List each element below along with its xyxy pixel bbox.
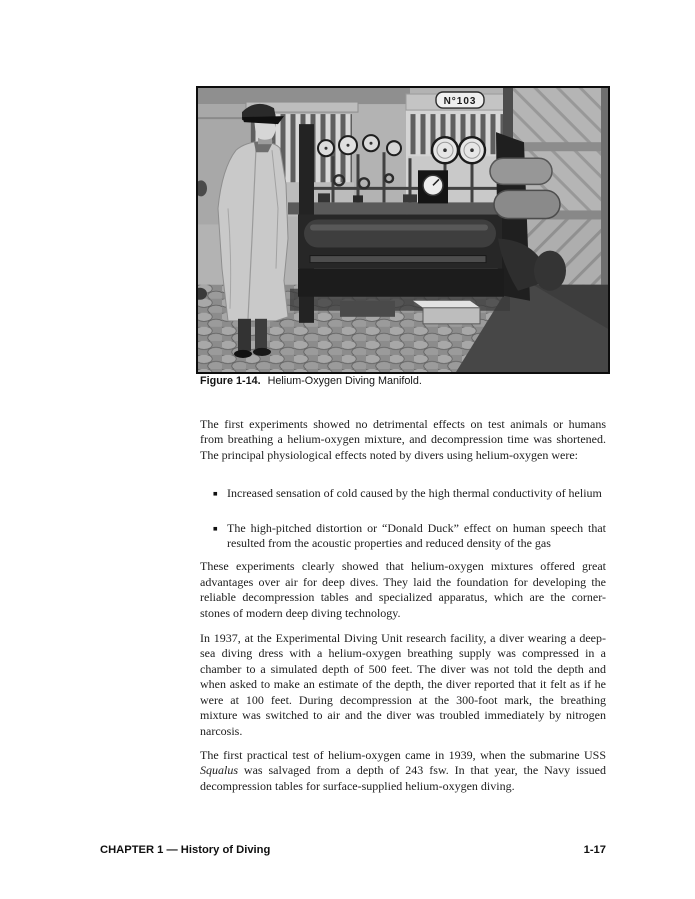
- svg-text:N°103: N°103: [443, 96, 477, 108]
- paragraph: [200, 748, 606, 794]
- bullet-item: [200, 521, 606, 552]
- figure-caption-text: Helium-Oxygen Diving Manifold.: [267, 375, 422, 387]
- footer-chapter-title: CHAPTER 1 — History of Diving: [100, 844, 271, 856]
- text-line: The high-pitched distortion or “Donald Duck” effect on human speech that: [227, 520, 606, 535]
- paragraph: [200, 559, 606, 621]
- page-footer: [100, 844, 606, 856]
- text-line: The first practical test of helium-oxygen came in 1939, when the submarine USS: [200, 747, 606, 762]
- footer-page-number: 1-17: [583, 844, 606, 856]
- text-line: Increased sensation of cold caused by the high thermal conductivity of helium: [227, 486, 602, 501]
- figure-caption-label: Figure 1-14.: [200, 375, 261, 387]
- photo-sign: [436, 92, 484, 108]
- text-line: stones of modern deep diving technology.: [200, 605, 401, 620]
- text-line: were at 100 feet. During decompression at the 300-foot mark, the breathing: [200, 692, 606, 707]
- bullet-text: [227, 486, 606, 501]
- bullet-square-icon: ■: [213, 489, 218, 499]
- text-line: decompression tables for surface-supplied helium-oxygen diving.: [200, 778, 515, 793]
- text-line: mixture was switched to air and the diver was troubled immediately by nitrogen: [200, 708, 606, 723]
- bullet-square-icon: ■: [213, 523, 218, 533]
- article-body: [200, 417, 606, 794]
- bullet-item: [200, 486, 606, 501]
- paragraph: [200, 631, 606, 739]
- text-line: reliable decompression tables and specialized apparatus, which are the corner-: [200, 590, 606, 605]
- bullet-text: [227, 521, 606, 552]
- text-line: from breathing a helium-oxygen mixture, and decompression time was shortened.: [200, 432, 606, 447]
- text-line: chamber to a simulated depth of 500 feet. The diver was not told the depth and: [200, 661, 606, 676]
- text-line: narcosis.: [200, 723, 243, 738]
- text-line: resulted from the acoustic properties and reduced density of the gas: [227, 536, 551, 551]
- figure-photo: [196, 86, 610, 374]
- text-line: when asked to make an estimate of the depth, the diver reported that it felt as if he: [200, 677, 606, 692]
- text-line: The principal physiological effects noted by divers using helium-oxygen were:: [200, 447, 579, 462]
- text-line: advantages over air for deep dives. They laid the foundation for developing the: [200, 574, 606, 589]
- paragraph: [200, 417, 606, 463]
- text-line: The first experiments showed no detrimental effects on test animals or humans: [200, 417, 606, 431]
- photo-illustration: [198, 88, 608, 372]
- text-line: In 1937, at the Experimental Diving Unit research facility, a diver wearing a deep-: [200, 631, 606, 646]
- text-line: Squalus was salvaged from a depth of 243 fsw. In that year, the Navy issued: [200, 763, 606, 778]
- text-line: These experiments clearly showed that helium-oxygen mixtures offered great: [200, 559, 606, 574]
- text-line: sea diving dress with a helium-oxygen breathing supply was compressed in a: [200, 646, 606, 661]
- figure-caption: [200, 375, 606, 387]
